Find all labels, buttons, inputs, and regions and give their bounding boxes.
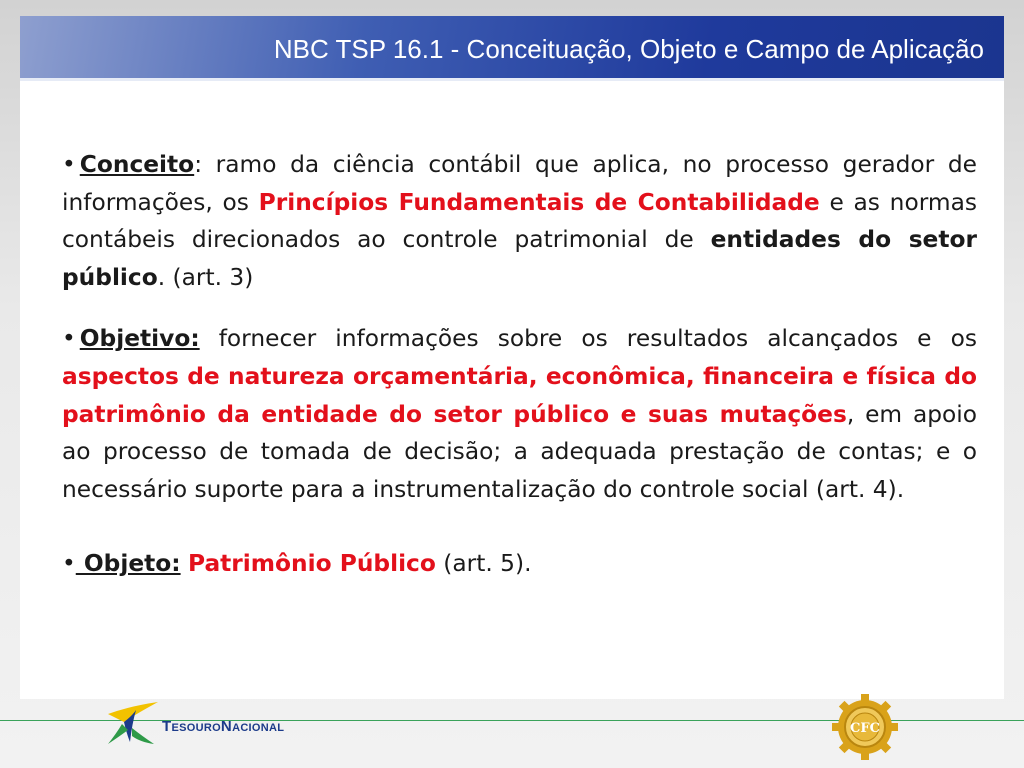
tesouro-nacional-logo bbox=[102, 692, 307, 752]
conceito-text-1: : ramo da ciência contábil que aplica, no processo gerador de informações, os bbox=[62, 151, 977, 216]
term-objetivo: Objetivo: bbox=[79, 325, 200, 353]
term-conceito: Conceito bbox=[79, 151, 195, 178]
tesouro-nacional-wordmark: TesouroNacional bbox=[162, 718, 285, 735]
term-objeto: Objeto: bbox=[75, 550, 181, 578]
bullet-conceito bbox=[62, 146, 977, 296]
cfc-label: CFC bbox=[850, 721, 880, 736]
bullet-marker: • bbox=[62, 325, 76, 353]
bullet-objeto bbox=[62, 545, 977, 583]
bullet-marker: • bbox=[62, 550, 76, 578]
conceito-bold: entidades do setor público bbox=[62, 226, 977, 291]
conceito-text-3: . (art. 3) bbox=[157, 263, 254, 291]
objeto-highlight: Patrimônio Público bbox=[188, 550, 436, 578]
slide-title: NBC TSP 16.1 - Conceituação, Objeto e Campo de Aplicação bbox=[273, 34, 984, 64]
cfc-seal-icon bbox=[831, 693, 899, 761]
tesouro-star-icon bbox=[102, 692, 164, 752]
objetivo-highlight: aspectos de natureza orçamentária, econômica, financeira e física do patrimônio da entidade do setor público e suas mutações bbox=[62, 362, 977, 428]
conceito-highlight: Princípios Fundamentais de Contabilidade bbox=[258, 188, 820, 216]
bullet-marker: • bbox=[62, 151, 76, 178]
slide-title-bar bbox=[20, 16, 1004, 81]
objeto-text-1: (art. 5). bbox=[435, 550, 532, 578]
slide-body bbox=[62, 146, 977, 583]
bullet-objetivo bbox=[62, 320, 977, 508]
objetivo-text-2: , em apoio ao processo de tomada de decisão; a adequada prestação de contas; e o necessário suporte para a instrumentalização do controle social (art. 4). bbox=[62, 400, 977, 503]
paragraph-spacer bbox=[62, 508, 977, 545]
cfc-logo bbox=[831, 693, 899, 761]
objetivo-text-1: fornecer informações sobre os resultados alcançados e os bbox=[199, 325, 977, 353]
conceito-text-2: e as normas contábeis direcionados ao controle patrimonial de bbox=[62, 188, 977, 254]
